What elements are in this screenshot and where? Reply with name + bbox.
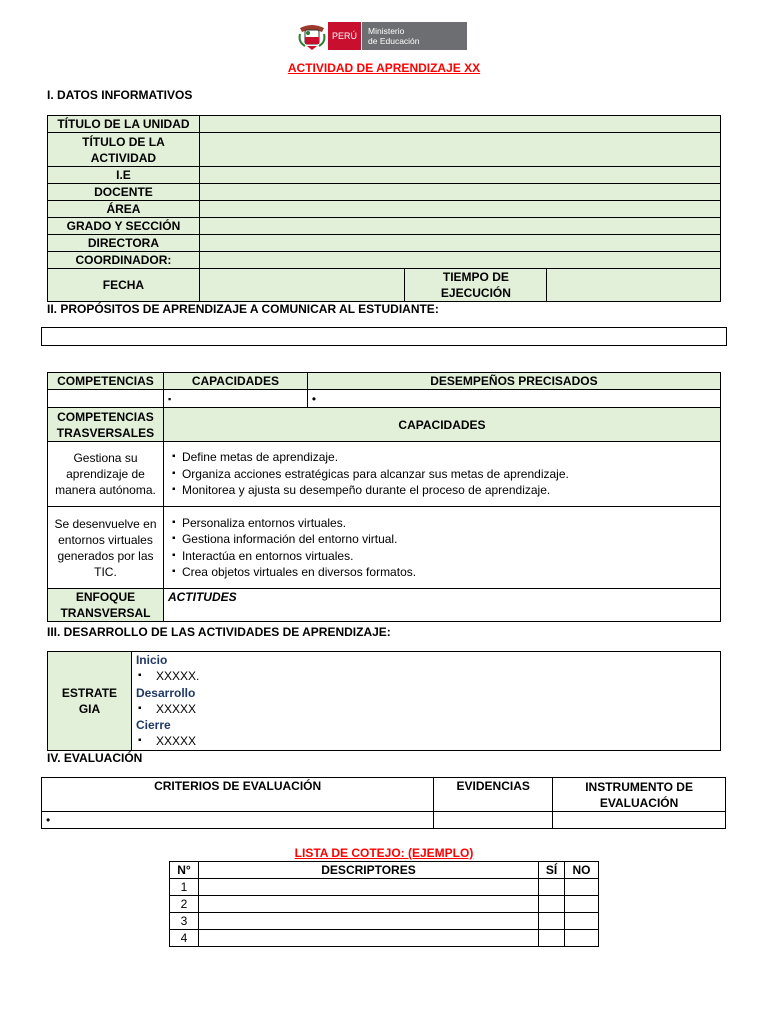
actitudes-cell[interactable] — [163, 589, 720, 622]
section-3-heading: III. DESARROLLO DE LAS ACTIVIDADES DE APRENDIZAJE: — [47, 625, 391, 639]
tiempo-input[interactable] — [547, 269, 721, 302]
list-item: ▪ Gestiona información del entorno virtual. — [172, 531, 716, 548]
header-instrumento: INSTRUMENTO DE EVALUACIÓN — [553, 778, 726, 812]
criterio-cell[interactable] — [42, 812, 434, 829]
input-cell[interactable] — [199, 116, 720, 133]
row-label: DIRECTORA — [48, 235, 200, 252]
header-no: NO — [565, 862, 599, 879]
capacidad-cell[interactable] — [163, 390, 307, 408]
round-bullet-icon: • — [46, 813, 51, 827]
transversales-header: COMPETENCIAS TRASVERSALES — [48, 408, 164, 442]
competencia-cell[interactable] — [48, 390, 164, 408]
row-label: TÍTULO DE LA ACTIVIDAD — [48, 133, 200, 167]
list-item: ▪ XXXXX — [138, 701, 716, 718]
list-item: ▪ Define metas de aprendizaje. — [172, 449, 716, 466]
peru-label: PERÚ — [328, 22, 361, 50]
section-1-heading: I. DATOS INFORMATIVOS — [47, 88, 193, 102]
proposito-box[interactable] — [41, 327, 727, 346]
header-desempenos: DESEMPEÑOS PRECISADOS — [307, 373, 720, 390]
estrategia-content[interactable] — [131, 652, 720, 751]
row-label: I.E — [48, 167, 200, 184]
header-number: N° — [170, 862, 199, 879]
header-si: SÍ — [539, 862, 565, 879]
checklist-title: LISTA DE COTEJO: (EJEMPLO) — [294, 846, 474, 860]
round-bullet-icon: • — [311, 391, 317, 406]
header-logo — [296, 20, 468, 52]
fecha-input[interactable] — [199, 269, 405, 302]
checklist-table — [169, 861, 599, 947]
table-row — [170, 896, 599, 913]
header-capacidades: CAPACIDADES — [163, 373, 307, 390]
descriptor-cell[interactable] — [198, 879, 538, 896]
square-bullet-icon: ▪ — [167, 394, 172, 404]
input-cell[interactable] — [199, 201, 720, 218]
row-label: ÁREA — [48, 201, 200, 218]
actitudes-label: ACTITUDES — [167, 590, 237, 604]
no-cell[interactable] — [565, 896, 599, 913]
desempeno-cell[interactable] — [307, 390, 720, 408]
list-item: ▪ XXXXX — [138, 733, 716, 750]
instrumento-cell[interactable] — [553, 812, 726, 829]
trans-capacidades-header: CAPACIDADES — [163, 408, 720, 442]
ministry-label: Ministerio de Educación — [361, 22, 467, 50]
descriptor-cell[interactable] — [198, 896, 538, 913]
no-cell[interactable] — [565, 879, 599, 896]
trans-capacidades-list — [163, 442, 720, 507]
input-cell[interactable] — [199, 167, 720, 184]
row-label: TÍTULO DE LA UNIDAD — [48, 116, 200, 133]
list-item: ▪ Organiza acciones estratégicas para alcanzar sus metas de aprendizaje. — [172, 466, 716, 483]
phase-label: Inicio — [135, 653, 168, 668]
descriptor-cell[interactable] — [198, 930, 538, 947]
no-cell[interactable] — [565, 930, 599, 947]
peru-coat-of-arms-icon — [296, 20, 328, 52]
table-row — [170, 879, 599, 896]
row-number: 2 — [170, 896, 199, 913]
list-item: ▪ Monitorea y ajusta su desempeño durante el proceso de aprendizaje. — [172, 482, 716, 499]
descriptor-cell[interactable] — [198, 913, 538, 930]
si-cell[interactable] — [539, 879, 565, 896]
evaluacion-table — [41, 777, 726, 829]
input-cell[interactable] — [199, 218, 720, 235]
trans-competencia-name: Se desenvuelve en entornos virtuales generados por las TIC. — [48, 507, 164, 589]
input-cell[interactable] — [199, 184, 720, 201]
list-item: ▪ XXXXX. — [138, 668, 716, 685]
header-competencias: COMPETENCIAS — [48, 373, 164, 390]
header-descriptores: DESCRIPTORES — [198, 862, 538, 879]
evidencia-cell[interactable] — [434, 812, 553, 829]
tiempo-label: TIEMPO DE EJECUCIÓN — [405, 269, 547, 302]
trans-competencia-name: Gestiona su aprendizaje de manera autónoma. — [48, 442, 164, 507]
fecha-label: FECHA — [48, 269, 200, 302]
row-label: GRADO Y SECCIÓN — [48, 218, 200, 235]
document-title: ACTIVIDAD DE APRENDIZAJE XX — [287, 61, 481, 75]
phase-label: Cierre — [135, 718, 171, 733]
estrategia-label: ESTRATEGIA — [48, 652, 132, 751]
row-number: 1 — [170, 879, 199, 896]
section-4-heading: IV. EVALUACIÓN — [47, 751, 143, 765]
table-row — [170, 930, 599, 947]
datos-informativos-table — [47, 115, 721, 302]
input-cell[interactable] — [199, 252, 720, 269]
trans-capacidades-list — [163, 507, 720, 589]
propositos-table — [47, 372, 721, 622]
si-cell[interactable] — [539, 913, 565, 930]
si-cell[interactable] — [539, 930, 565, 947]
desarrollo-table — [47, 651, 721, 751]
enfoque-label: ENFOQUE TRANSVERSAL — [48, 589, 164, 622]
list-item: ▪ Personaliza entornos virtuales. — [172, 515, 716, 532]
row-label: COORDINADOR: — [48, 252, 200, 269]
table-row — [170, 913, 599, 930]
header-criterios: CRITERIOS DE EVALUACIÓN — [42, 778, 434, 812]
list-item: ▪ Interactúa en entornos virtuales. — [172, 548, 716, 565]
row-label: DOCENTE — [48, 184, 200, 201]
row-number: 3 — [170, 913, 199, 930]
si-cell[interactable] — [539, 896, 565, 913]
section-2-heading: II. PROPÓSITOS DE APRENDIZAJE A COMUNICAR AL ESTUDIANTE: — [47, 302, 439, 316]
phase-label: Desarrollo — [135, 685, 196, 700]
list-item: ▪ Crea objetos virtuales en diversos formatos. — [172, 564, 716, 581]
input-cell[interactable] — [199, 133, 720, 167]
input-cell[interactable] — [199, 235, 720, 252]
no-cell[interactable] — [565, 913, 599, 930]
row-number: 4 — [170, 930, 199, 947]
header-evidencias: EVIDENCIAS — [434, 778, 553, 812]
